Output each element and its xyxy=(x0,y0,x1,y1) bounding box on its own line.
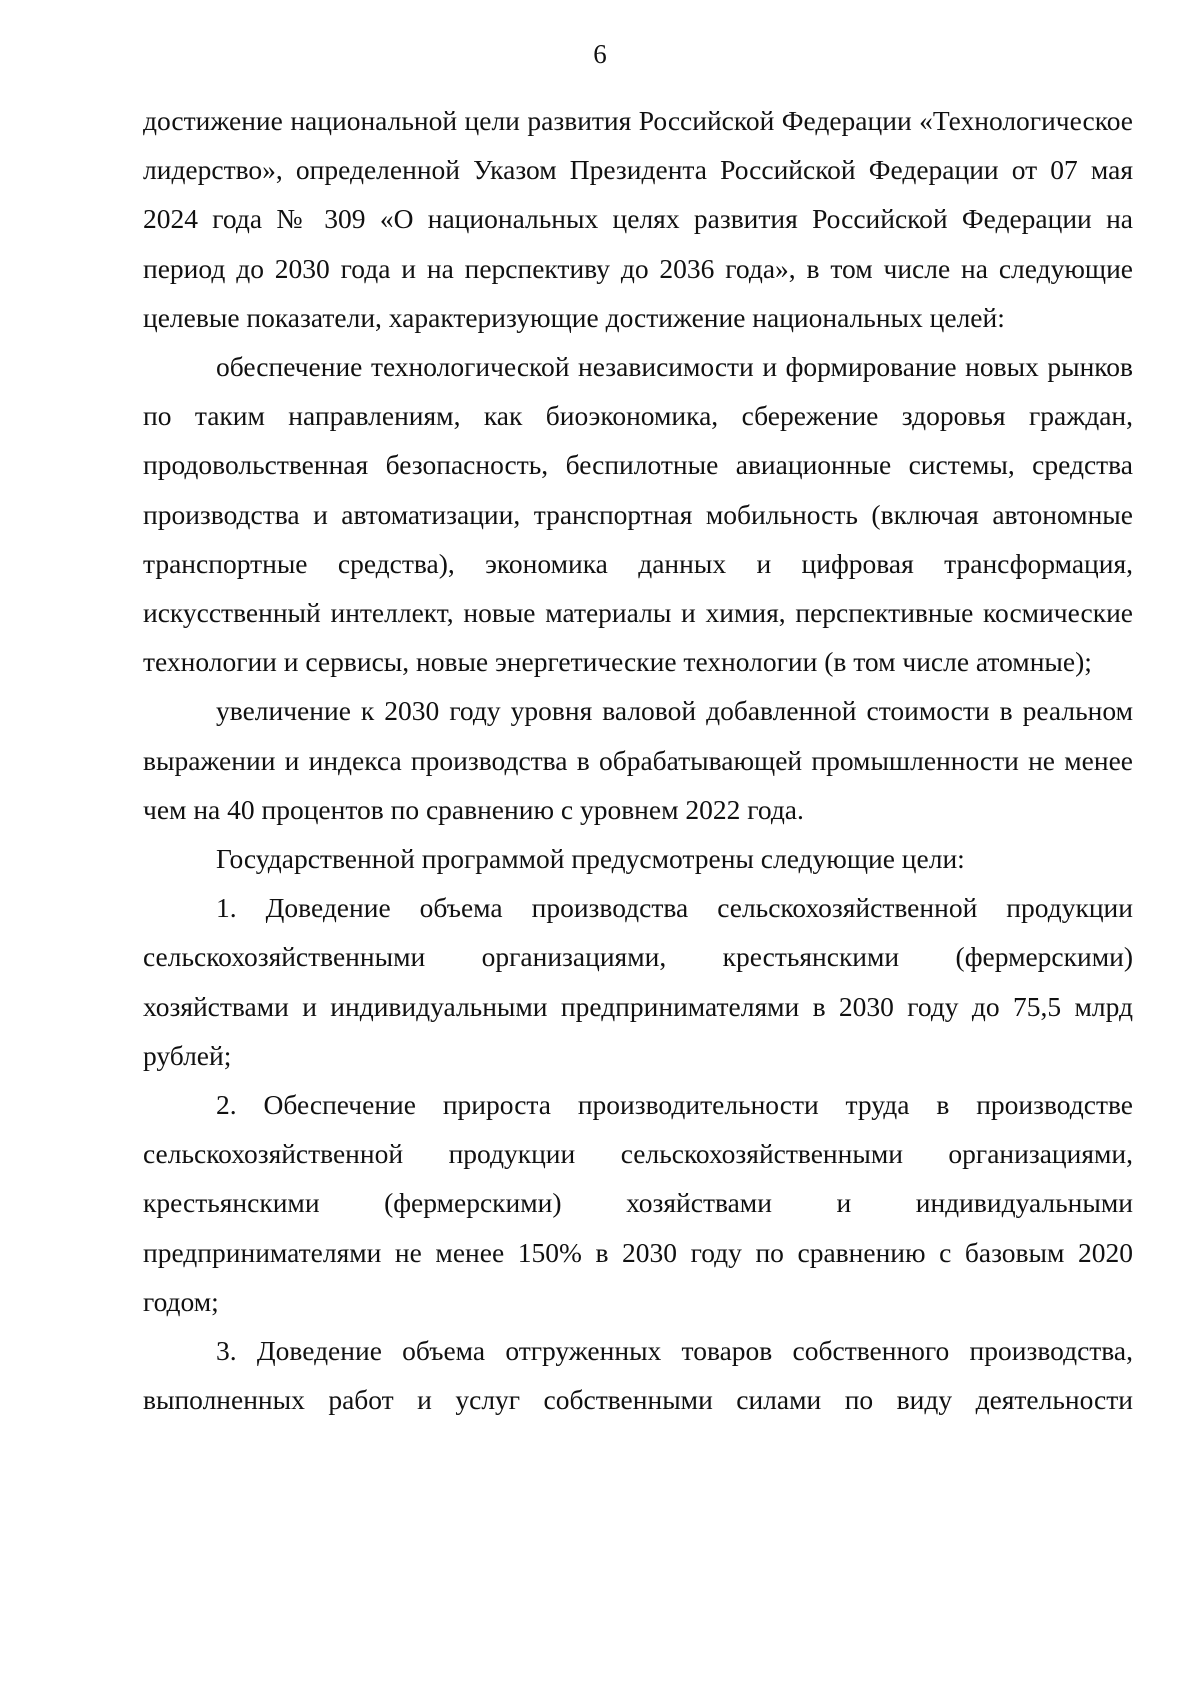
document-body xyxy=(143,96,1133,1424)
paragraph-program-goals-intro: Государственной программой предусмотрены следующие цели: xyxy=(216,843,965,875)
paragraph-goal-1: 1. Доведение объема производства сельскохозяйственной продукции сельскохозяйственными организациями, крестьянскими (фермерскими) хозяйствами и индивидуальными предпринимателями в 2030 году до 75,5 млрд рублей; xyxy=(143,892,1133,1071)
paragraph-goal-2: 2. Обеспечение прироста производительности труда в производстве сельскохозяйственной продукции сельскохозяйственными организациями, крестьянскими (фермерскими) хозяйствами и индивидуальными предпринимателями не менее 150% в 2030 году по сравнению с базовым 2020 годом; xyxy=(143,1089,1133,1317)
paragraph-manufacturing-growth: увеличение к 2030 году уровня валовой добавленной стоимости в реальном выражении и индекса производства в обрабатывающей промышленности не менее чем на 40 процентов по сравнению с уровнем 2022 года. xyxy=(143,695,1133,825)
page-number: 6 xyxy=(593,39,607,69)
paragraph-national-goal: достижение национальной цели развития Российской Федерации «Технологическое лидерство», определенной Указом Президента Российской Федерации от 07 мая 2024 года № 309 «О национальных целях развития Российской Федерации на период до 2030 года и на перспективу до 2036 года», в том числе на следующие целевые показатели, характеризующие достижение национальных целей: xyxy=(143,105,1133,333)
paragraph-technological-independence: обеспечение технологической независимости и формирование новых рынков по таким направлениям, как биоэкономика, сбережение здоровья граждан, продовольственная безопасность, беспилотные авиационные системы, средства производства и автоматизации, транспортная мобильность (включая автономные транспортные средства), экономика данных и цифровая трансформация, искусственный интеллект, новые материалы и химия, перспективные космические технологии и сервисы, новые энергетические технологии (в том числе атомные); xyxy=(143,351,1133,678)
paragraph-goal-3: 3. Доведение объема отгруженных товаров собственного производства, выполненных работ и услуг собственными силами по виду деятельности xyxy=(143,1335,1133,1416)
